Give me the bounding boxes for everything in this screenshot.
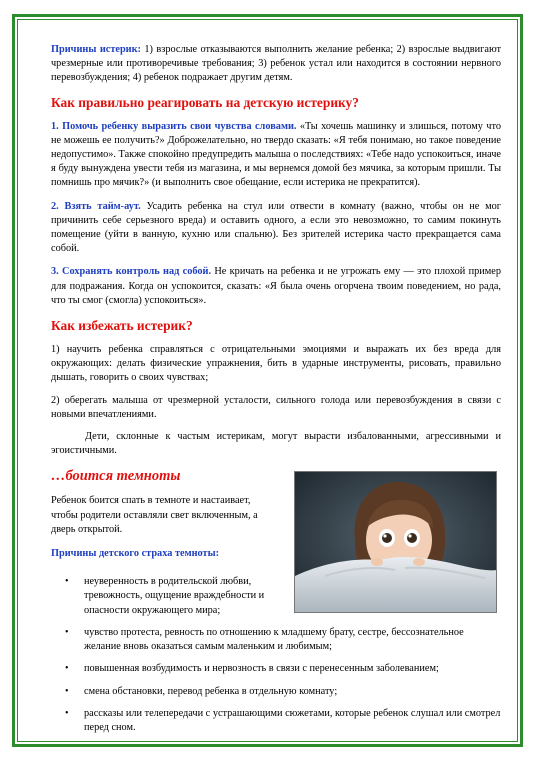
react-item-1-text: «Ты хочешь машинку и злишься, потому что не можешь ее получить?» Доброжелательно, но твердо сказать: «Я тебя понимаю, но такое поведение недопустимо». Также спокойно предупредить малыша о последствиях: «Тебе надо успокоиться, иначе я буду вынуждена увести тебя из магазина, и мы вернемся домой без мячика, за которым пришли. Ты помнишь про мячик?» (и выполнить свое обещание, если истерика не прекратится). <box>51 120 501 189</box>
list-item-text: повышенная возбудимость и нервозность в связи с перенесенным заболеванием; <box>84 663 439 675</box>
list-item <box>51 707 501 735</box>
react-item-1-label: 1. Помочь ребенку выразить свои чувства словами. <box>51 120 297 132</box>
dark-section-title: …боится темноты <box>51 468 181 485</box>
react-item-3-label: 3. Сохранять контроль над собой. <box>51 266 212 278</box>
bullet-icon: • <box>65 626 69 638</box>
heading-avoid: Как избежать истерик? <box>51 318 193 334</box>
bullet-icon: • <box>65 685 69 697</box>
causes-title: Причины детского страха темноты: <box>51 548 220 560</box>
avoid-item-2: 2) оберегать малыша от чрезмерной усталости, сильного голода или перевозбуждения в связи с новыми впечатлениями. <box>51 394 501 420</box>
react-item-1 <box>51 120 501 191</box>
conclusion-paragraph: Дети, склонные к частым истерикам, могут вырасти избалованными, агрессивными и эгоистичными. <box>51 431 501 457</box>
bullet-icon: • <box>65 576 69 588</box>
list-item-text: смена обстановки, перевод ребенка в отдельную комнату; <box>84 685 338 697</box>
intro-label: Причины истерик: <box>51 44 141 55</box>
bullet-icon: • <box>65 707 69 719</box>
intro-text: 1) взрослые отказываются выполнить желание ребенка; 2) взрослые выдвигают чрезмерные или противоречивые требования; 3) ребенок устал или находится в состоянии нервного перевозбуждения; 4) ребенок подражает другим детям. <box>51 44 502 84</box>
intro-paragraph <box>51 43 501 86</box>
heading-react: Как правильно реагировать на детскую истерику? <box>51 94 359 110</box>
list-item-text: чувство протеста, ревность по отношению к младшему брату, сестре, бессознательное желание вновь оказаться самым маленьким и любимым; <box>84 626 464 653</box>
avoid-item-1: 1) научить ребенка справляться с отрицательными эмоциями и выражать их без вреда для окружающих: делать физические упражнения, бить в ударные инструменты, рисовать, правильно дышать, говорить о своих чувствах; <box>51 344 501 384</box>
list-item <box>51 626 501 654</box>
list-item-text: рассказы или телепередачи с устрашающими сюжетами, которые ребенок слушал или смотрел перед сном. <box>84 707 501 733</box>
react-item-2-text: Усадить ребенка на стул или отвести в комнату (важно, чтобы он не мог причинить себе серьезного вреда) и оставить одного, а если это невозможно, то самим покинуть помещение (уйти в ванную, кухню или спальню). Без зрителей истерика часто прекращается сама собой. <box>51 200 502 255</box>
dark-section-text: Ребенок боится спать в темноте и настаивает, чтобы родители оставляли свет включенным, а дверь открытой. <box>51 495 258 535</box>
list-item <box>51 662 501 676</box>
bullet-icon: • <box>65 663 69 675</box>
react-item-3 <box>51 265 501 308</box>
react-item-2 <box>51 200 501 257</box>
react-item-3-text: Не кричать на ребенка и не угрожать ему — это плохой пример для подражания. Когда он успокоится, сказать: «Я была очень огорчена твоим поведением, но рада, что ты смог (смогла) успокоиться». <box>51 266 502 306</box>
react-item-2-label: 2. Взять тайм-аут. <box>51 200 141 212</box>
list-item <box>51 685 501 699</box>
list-item <box>51 575 289 618</box>
scared-child-photo <box>294 471 497 613</box>
list-item-text: неуверенность в родительской любви, тревожность, ощущение враждебности и опасности окружающего мира; <box>84 576 265 616</box>
page-content <box>51 43 501 743</box>
